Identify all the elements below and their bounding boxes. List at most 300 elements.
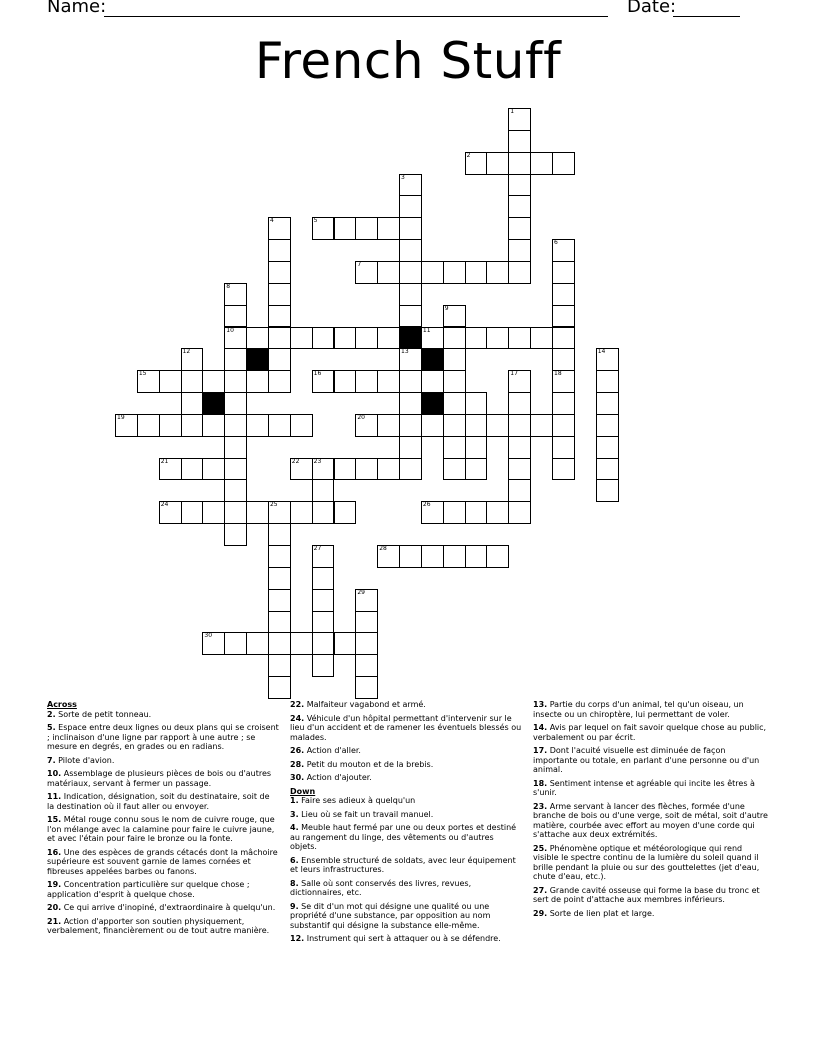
grid-cell[interactable] (312, 589, 335, 612)
clue-text: Faire ses adieux à quelqu'un (298, 796, 416, 805)
clue-number: 5 (313, 217, 318, 225)
grid-cell[interactable] (312, 611, 335, 634)
grid-cell[interactable] (202, 501, 225, 524)
down-clue (290, 796, 522, 806)
grid-cell[interactable] (334, 458, 357, 481)
clue-number: 10 (226, 326, 234, 334)
down-clue (533, 723, 769, 742)
grid-cell[interactable] (399, 348, 422, 371)
clue-text: Ce qui arrive d'inopiné, d'extraordinaire à quelqu'un. (61, 903, 276, 912)
grid-cell[interactable] (312, 327, 335, 350)
grid-cell[interactable] (202, 632, 225, 655)
grid-cell[interactable] (508, 239, 531, 262)
clue-number: 21 (160, 457, 169, 465)
clue-number-label: 24. (290, 713, 305, 723)
across-clue (47, 848, 279, 877)
grid-cell[interactable] (290, 458, 313, 481)
clue-text: Action d'ajouter. (304, 773, 372, 782)
across-clue (47, 815, 279, 844)
grid-cell[interactable] (355, 217, 378, 240)
clues-column-1 (47, 700, 279, 940)
grid-cell[interactable] (355, 676, 378, 699)
clue-text: Sorte de lien plat et large. (547, 908, 655, 918)
grid-cell[interactable] (355, 654, 378, 677)
grid-cell[interactable] (268, 611, 291, 634)
grid-cell[interactable] (202, 414, 225, 437)
across-clue (47, 880, 279, 899)
grid-cell[interactable] (224, 632, 247, 655)
clue-text: Avis par lequel on fait savoir quelque chose au public, verbalement ou par écrit. (533, 723, 767, 742)
grid-cell[interactable] (377, 261, 400, 284)
grid-cell[interactable] (312, 458, 335, 481)
clue-number: 27 (313, 545, 322, 552)
grid-cell[interactable] (290, 414, 313, 437)
grid-cell[interactable] (508, 152, 531, 175)
grid-cell[interactable] (421, 545, 444, 568)
grid-cell[interactable] (268, 567, 291, 590)
clue-text: Une des espèces de grands cétacés dont la mâchoire supérieure est souvent garnie de lames cornées et fibreuses appelées barbes ou fanons. (47, 847, 278, 876)
grid-cell[interactable] (399, 305, 422, 328)
clue-number-label: 20. (47, 903, 62, 912)
grid-cell[interactable] (596, 370, 619, 393)
grid-cell[interactable] (486, 152, 509, 175)
clue-text: Action d'aller. (304, 746, 361, 755)
grid-cell[interactable] (246, 632, 269, 655)
clue-text: Concentration particulière sur quelque chose ; application d'esprit à quelque chose. (47, 880, 250, 899)
clue-number: 29 (357, 588, 365, 596)
grid-cell[interactable] (552, 392, 575, 415)
grid-cell[interactable] (268, 283, 291, 306)
grid-cell[interactable] (465, 501, 488, 524)
grid-cell[interactable] (399, 414, 422, 437)
grid-cell[interactable] (399, 392, 422, 415)
grid-cell[interactable] (486, 545, 509, 568)
grid-cell[interactable] (224, 392, 247, 415)
clue-number: 13 (401, 348, 409, 356)
grid-cell[interactable] (290, 501, 313, 524)
down-clue (533, 909, 769, 919)
grid-cell[interactable] (552, 348, 575, 371)
grid-cell[interactable] (246, 370, 269, 393)
grid-cell[interactable] (465, 545, 488, 568)
grid-cell[interactable] (181, 392, 204, 415)
grid-cell[interactable] (355, 327, 378, 350)
grid-cell[interactable] (443, 545, 466, 568)
grid-cell[interactable] (334, 217, 357, 240)
grid-cell[interactable] (377, 545, 400, 568)
across-clue (47, 769, 279, 788)
grid-cell[interactable] (224, 501, 247, 524)
grid-block (421, 392, 444, 415)
clue-text: Espace entre deux lignes ou deux plans qui se croisent ; inclinaison d'une ligne par rapport à une autre ; se mesure en degrés, en grades ou en radians. (47, 723, 279, 751)
clue-number-label: 23. (533, 801, 548, 811)
grid-cell[interactable] (596, 436, 619, 459)
grid-cell[interactable] (552, 305, 575, 328)
clue-number-label: 1. (290, 796, 299, 805)
grid-cell[interactable] (268, 589, 291, 612)
grid-cell[interactable] (465, 458, 488, 481)
grid-cell[interactable] (530, 327, 553, 350)
clue-number: 30 (204, 632, 213, 640)
grid-cell[interactable] (312, 545, 335, 568)
grid-cell[interactable] (552, 152, 575, 175)
grid-cell[interactable] (246, 501, 269, 524)
clue-text: Pilote d'avion. (55, 755, 115, 765)
grid-cell[interactable] (508, 501, 531, 524)
grid-cell[interactable] (508, 108, 531, 131)
grid-cell[interactable] (159, 458, 182, 481)
clue-number: 6 (554, 239, 558, 247)
down-clue (290, 823, 522, 852)
grid-cell[interactable] (421, 327, 444, 350)
clue-number: 7 (357, 260, 362, 268)
grid-cell[interactable] (399, 195, 422, 218)
grid-cell[interactable] (486, 327, 509, 350)
grid-cell[interactable] (465, 436, 488, 459)
clue-number: 28 (379, 545, 387, 552)
grid-cell[interactable] (290, 632, 313, 655)
grid-cell[interactable] (334, 327, 357, 350)
grid-cell[interactable] (596, 414, 619, 437)
grid-cell[interactable] (202, 458, 225, 481)
clues-column-2 (290, 700, 522, 948)
grid-cell[interactable] (552, 261, 575, 284)
grid-cell[interactable] (334, 370, 357, 393)
clue-number-label: 26. (290, 746, 305, 755)
grid-cell[interactable] (399, 436, 422, 459)
clue-number: 8 (226, 282, 231, 290)
grid-cell[interactable] (268, 654, 291, 677)
grid-cell[interactable] (399, 174, 422, 197)
grid-cell[interactable] (443, 348, 466, 371)
clue-number-label: 16. (47, 847, 62, 857)
grid-cell[interactable] (399, 283, 422, 306)
grid-cell[interactable] (355, 261, 378, 284)
clue-number-label: 8. (290, 878, 299, 888)
clue-text: Métal rouge connu sous le nom de cuivre rouge, que l'on mélange avec la calamine pour faire le cuivre jaune, et avec l'étain pour faire le bronze ou la fonte. (47, 815, 275, 843)
clue-number-label: 14. (533, 723, 548, 732)
grid-cell[interactable] (421, 370, 444, 393)
clue-number: 4 (269, 217, 274, 225)
down-clue (290, 810, 522, 820)
clue-number: 22 (291, 457, 300, 465)
clue-number-label: 21. (47, 916, 62, 926)
grid-cell[interactable] (268, 305, 291, 328)
grid-cell[interactable] (224, 305, 247, 328)
grid-cell[interactable] (443, 501, 466, 524)
clue-text: Se dit d'un mot qui désigne une qualité ou une propriété d'une substance, par opposition au nom substantif qui désigne la substance elle-même. (290, 901, 491, 930)
down-clue (290, 879, 522, 898)
clue-text: Dont l'acuité visuelle est diminuée de façon importante ou totale, en parlant d'une personne ou d'un animal. (533, 746, 760, 774)
clue-number-label: 4. (290, 823, 299, 832)
grid-cell[interactable] (508, 217, 531, 240)
grid-cell[interactable] (443, 261, 466, 284)
across-clue (290, 714, 522, 743)
date-label: Date: (627, 0, 677, 17)
clue-number: 2 (466, 151, 471, 159)
clue-text: Assemblage de plusieurs pièces de bois ou d'autres matériaux, servant à fermer un passage. (47, 769, 272, 788)
clue-text: Instrument qui sert à attaquer ou à se défendre. (304, 934, 501, 943)
grid-cell[interactable] (224, 523, 247, 546)
grid-cell[interactable] (268, 676, 291, 699)
grid-cell[interactable] (268, 545, 291, 568)
grid-cell[interactable] (508, 392, 531, 415)
grid-cell[interactable] (202, 370, 225, 393)
grid-cell[interactable] (137, 370, 160, 393)
clue-number-label: 27. (533, 885, 548, 895)
grid-cell[interactable] (312, 632, 335, 655)
grid-cell[interactable] (159, 370, 182, 393)
grid-cell[interactable] (224, 348, 247, 371)
grid-cell[interactable] (137, 414, 160, 437)
across-clue (47, 792, 279, 811)
down-heading: Down (290, 786, 316, 796)
grid-cell[interactable] (159, 501, 182, 524)
clue-number: 19 (117, 413, 125, 421)
clue-number: 26 (422, 501, 431, 509)
grid-cell[interactable] (508, 458, 531, 481)
grid-cell[interactable] (486, 501, 509, 524)
grid-cell[interactable] (268, 348, 291, 371)
grid-cell[interactable] (181, 501, 204, 524)
down-clue (533, 802, 769, 840)
grid-block (202, 392, 225, 415)
grid-cell[interactable] (399, 458, 422, 481)
clue-text: Véhicule d'un hôpital permettant d'intervenir sur le lieu d'un accident et de ramener les éventuels blessés ou malades. (290, 713, 522, 742)
grid-cell[interactable] (224, 283, 247, 306)
down-clue (533, 700, 769, 719)
clue-text: Lieu où se fait un travail manuel. (298, 809, 434, 819)
clue-text: Sentiment intense et agréable qui incite les êtres à s'unir. (533, 778, 755, 797)
grid-cell[interactable] (443, 458, 466, 481)
grid-cell[interactable] (399, 545, 422, 568)
grid-cell[interactable] (508, 130, 531, 153)
grid-cell[interactable] (355, 414, 378, 437)
grid-cell[interactable] (355, 632, 378, 655)
clue-number-label: 18. (533, 778, 548, 788)
grid-cell[interactable] (508, 436, 531, 459)
grid-cell[interactable] (421, 501, 444, 524)
clue-text: Sorte de petit tonneau. (55, 709, 152, 719)
clue-number-label: 30. (290, 773, 305, 782)
grid-cell[interactable] (268, 239, 291, 262)
grid-cell[interactable] (443, 392, 466, 415)
clue-number: 11 (422, 326, 431, 334)
clue-number-label: 2. (47, 709, 56, 719)
grid-cell[interactable] (268, 261, 291, 284)
grid-cell[interactable] (465, 152, 488, 175)
clue-number: 14 (597, 348, 606, 356)
grid-cell[interactable] (355, 370, 378, 393)
clue-number-label: 9. (290, 901, 299, 911)
clue-number-label: 3. (290, 809, 299, 819)
clue-number-label: 7. (47, 755, 56, 765)
grid-cell[interactable] (268, 217, 291, 240)
clue-text: Action d'apporter son soutien physiquement, verbalement, financièrement ou de tout autre manière. (47, 916, 270, 935)
clue-number: 25 (269, 501, 278, 509)
grid-cell[interactable] (181, 348, 204, 371)
grid-cell[interactable] (312, 217, 335, 240)
grid-cell[interactable] (355, 589, 378, 612)
grid-cell[interactable] (224, 436, 247, 459)
grid-cell[interactable] (508, 327, 531, 350)
clue-number: 18 (554, 370, 562, 378)
grid-cell[interactable] (508, 174, 531, 197)
grid-cell[interactable] (246, 327, 269, 350)
grid-cell[interactable] (552, 239, 575, 262)
down-clue (533, 779, 769, 798)
clue-number-label: 29. (533, 908, 548, 918)
grid-cell[interactable] (377, 370, 400, 393)
grid-cell[interactable] (465, 327, 488, 350)
grid-cell[interactable] (115, 414, 138, 437)
grid-cell[interactable] (552, 283, 575, 306)
grid-cell[interactable] (334, 501, 357, 524)
grid-cell[interactable] (159, 414, 182, 437)
grid-block (421, 348, 444, 371)
grid-cell[interactable] (268, 414, 291, 437)
grid-cell[interactable] (596, 458, 619, 481)
grid-cell[interactable] (181, 370, 204, 393)
clues-column-3 (533, 700, 769, 922)
clue-number: 24 (160, 501, 169, 509)
clue-number-label: 13. (533, 700, 548, 709)
grid-cell[interactable] (224, 458, 247, 481)
grid-cell[interactable] (508, 479, 531, 502)
grid-cell[interactable] (399, 239, 422, 262)
grid-cell[interactable] (465, 261, 488, 284)
grid-cell[interactable] (443, 436, 466, 459)
grid-cell[interactable] (246, 414, 269, 437)
grid-cell[interactable] (421, 414, 444, 437)
grid-cell[interactable] (355, 611, 378, 634)
clue-number-label: 11. (47, 792, 62, 801)
down-clue (290, 902, 522, 931)
grid-cell[interactable] (443, 414, 466, 437)
grid-cell[interactable] (312, 654, 335, 677)
grid-cell[interactable] (377, 327, 400, 350)
grid-cell[interactable] (181, 458, 204, 481)
grid-cell[interactable] (399, 370, 422, 393)
grid-cell[interactable] (224, 414, 247, 437)
grid-cell[interactable] (596, 348, 619, 371)
clue-text: Grande cavité osseuse qui forme la base du tronc et sert de point d'attache aux membres inférieurs. (533, 885, 760, 904)
grid-cell[interactable] (268, 632, 291, 655)
grid-cell[interactable] (290, 327, 313, 350)
grid-cell[interactable] (443, 305, 466, 328)
clue-number: 16 (313, 370, 322, 378)
grid-cell[interactable] (465, 392, 488, 415)
grid-cell[interactable] (377, 217, 400, 240)
grid-cell[interactable] (443, 327, 466, 350)
down-clue (533, 844, 769, 882)
clue-number-label: 19. (47, 880, 62, 889)
grid-cell[interactable] (355, 458, 378, 481)
clue-number: 3 (401, 173, 405, 181)
grid-cell[interactable] (508, 414, 531, 437)
clue-text: Partie du corps d'un animal, tel qu'un oiseau, un insecte ou un chiroptère, lui permettant de voler. (533, 700, 744, 719)
grid-cell[interactable] (486, 261, 509, 284)
grid-cell[interactable] (552, 327, 575, 350)
grid-cell[interactable] (508, 195, 531, 218)
across-clue (47, 903, 279, 913)
clue-text: Indication, désignation, soit du destinataire, soit de la destination où il faut aller ou envoyer. (47, 792, 270, 811)
across-clue (290, 773, 522, 783)
clue-text: Meuble haut fermé par une ou deux portes et destiné au rangement du linge, des vêtements ou d'autres objets. (290, 823, 517, 851)
down-clue (533, 886, 769, 905)
clue-text: Phénomène optique et météorologique qui rend visible le spectre continu de la lumière du soleil quand il brille pendant la pluie ou sur des gouttelettes (jet d'eau, chute d'eau, etc.). (533, 843, 760, 881)
grid-cell[interactable] (377, 458, 400, 481)
grid-cell[interactable] (268, 327, 291, 350)
clue-number: 1 (510, 108, 515, 115)
grid-cell[interactable] (377, 414, 400, 437)
grid-cell[interactable] (530, 152, 553, 175)
grid-cell[interactable] (596, 392, 619, 415)
grid-cell[interactable] (268, 523, 291, 546)
clue-text: Petit du mouton et de la brebis. (304, 759, 434, 769)
grid-cell[interactable] (268, 370, 291, 393)
grid-cell[interactable] (268, 501, 291, 524)
clue-number: 12 (182, 348, 191, 356)
name-label: Name: (47, 0, 107, 17)
grid-cell[interactable] (399, 261, 422, 284)
grid-cell[interactable] (312, 567, 335, 590)
across-clue (47, 917, 279, 936)
clue-number-label: 12. (290, 934, 305, 943)
grid-block (399, 327, 422, 350)
grid-cell[interactable] (508, 261, 531, 284)
grid-block (246, 348, 269, 371)
across-clue (47, 723, 279, 752)
grid-cell[interactable] (508, 370, 531, 393)
clue-number-label: 10. (47, 769, 62, 778)
down-clue (533, 746, 769, 775)
grid-cell[interactable] (312, 501, 335, 524)
grid-cell[interactable] (465, 414, 488, 437)
grid-cell[interactable] (312, 370, 335, 393)
grid-cell[interactable] (421, 261, 444, 284)
clue-number-label: 17. (533, 746, 548, 755)
grid-cell[interactable] (312, 479, 335, 502)
grid-cell[interactable] (552, 370, 575, 393)
across-clue (47, 710, 279, 720)
across-clue (290, 700, 522, 710)
grid-cell[interactable] (443, 370, 466, 393)
grid-cell[interactable] (399, 217, 422, 240)
grid-cell[interactable] (486, 414, 509, 437)
grid-cell[interactable] (530, 414, 553, 437)
across-heading: Across (47, 700, 77, 709)
grid-cell[interactable] (596, 479, 619, 502)
grid-cell[interactable] (552, 414, 575, 437)
clue-number: 23 (313, 457, 322, 465)
grid-cell[interactable] (552, 436, 575, 459)
across-clue (47, 756, 279, 766)
across-clue (290, 746, 522, 756)
grid-cell[interactable] (224, 370, 247, 393)
clue-number: 9 (444, 304, 449, 312)
grid-cell[interactable] (224, 479, 247, 502)
grid-cell[interactable] (181, 414, 204, 437)
clue-number-label: 15. (47, 815, 62, 824)
grid-cell[interactable] (552, 458, 575, 481)
clue-number: 20 (357, 413, 365, 421)
grid-cell[interactable] (224, 327, 247, 350)
clue-text: Malfaiteur vagabond et armé. (304, 700, 426, 709)
grid-cell[interactable] (334, 632, 357, 655)
clue-text: Salle où sont conservés des livres, revues, dictionnaires, etc. (290, 878, 472, 897)
clue-text: Arme servant à lancer des flèches, formée d'une branche de bois ou d'une verge, soit de métal, soit d'autre matière, courbée avec effort au moyen d'une corde qui s'attache aux deux extrémités. (533, 801, 768, 839)
